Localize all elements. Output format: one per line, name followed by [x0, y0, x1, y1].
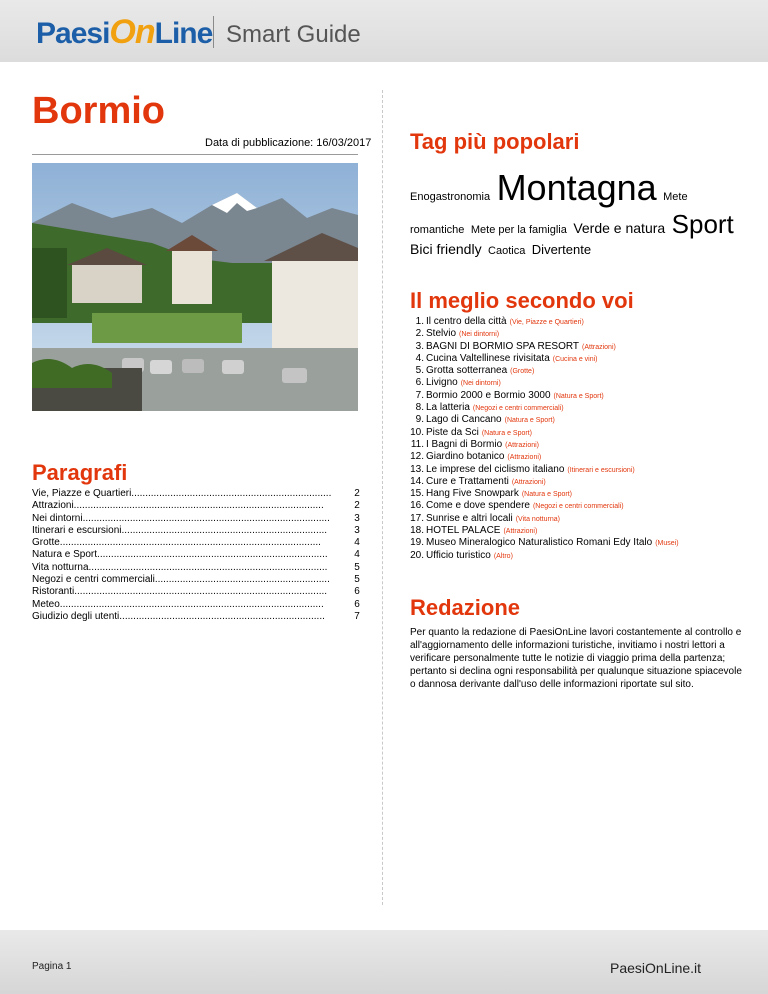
toc-item-page: 6: [354, 586, 360, 598]
best-item-name: Livigno: [426, 377, 458, 389]
best-item-name: Cure e Trattamenti: [426, 475, 509, 487]
best-item[interactable]: [409, 390, 679, 402]
toc-item-label: Vita notturna......................................................................................: [32, 561, 328, 573]
toc-item-page: 6: [354, 598, 360, 610]
best-item[interactable]: [409, 341, 679, 353]
best-item-category: (Itinerari e escursioni): [567, 466, 635, 474]
best-item-category: (Cucina e vini): [552, 355, 598, 363]
best-list: [409, 316, 679, 562]
best-item[interactable]: [409, 525, 679, 537]
best-item-category: (Natura e Sport): [553, 392, 604, 400]
best-item-category: (Vita notturna): [515, 515, 560, 523]
toc-item[interactable]: [32, 513, 372, 525]
toc-item-page: 2: [354, 488, 360, 499]
best-item-number: 3.: [415, 340, 424, 352]
toc-item[interactable]: [32, 611, 372, 623]
best-item[interactable]: [409, 513, 679, 525]
best-item[interactable]: [409, 476, 679, 488]
best-item-category: (Attrazioni): [505, 441, 539, 449]
best-item[interactable]: [409, 500, 679, 512]
tag-link[interactable]: Bici friendly: [410, 241, 482, 258]
toc-item-label: Grotte..............................................................................................: [32, 537, 321, 549]
best-item-name: Lago di Cancano: [426, 414, 502, 426]
best-item-category: (Grotte): [510, 368, 535, 376]
site-link[interactable]: PaesiOnLine.it: [610, 960, 702, 976]
best-item-number: 4.: [415, 352, 424, 364]
best-item[interactable]: [409, 427, 679, 439]
tag-link[interactable]: Verde e natura: [573, 220, 666, 237]
toc-item-page: 4: [354, 537, 360, 549]
toc-item-label: Ristoranti...........................................................................................: [32, 586, 328, 598]
best-item-category: (Attrazioni): [582, 343, 616, 351]
best-item-number: 16.: [410, 500, 424, 512]
best-item[interactable]: [409, 464, 679, 476]
best-item-category: (Attrazioni): [507, 454, 542, 462]
toc-item[interactable]: [32, 574, 372, 586]
column-divider: [382, 90, 383, 905]
best-item[interactable]: [409, 488, 679, 500]
toc-item-label: Vie, Piazze e Quartieri........................................................................: [32, 488, 332, 499]
best-item-number: 6.: [415, 377, 424, 389]
best-item-category: (Vie, Piazze e Quartieri): [509, 319, 584, 326]
tag-cloud: [410, 166, 745, 260]
best-title: Il meglio secondo voi: [410, 288, 634, 313]
best-item-name: Cucina Valtellinese rivisitata: [426, 352, 550, 364]
tag-link[interactable]: Sport: [671, 209, 734, 240]
tag-link[interactable]: Enogastronomia: [410, 191, 491, 203]
toc-item-page: 3: [354, 524, 360, 536]
toc-item[interactable]: [32, 586, 372, 598]
best-item-name: Giardino botanico: [426, 451, 505, 463]
best-item-category: (Natura e Sport): [504, 417, 555, 425]
redazione-title: Redazione: [410, 595, 521, 620]
paragrafi-title: Paragrafi: [32, 460, 128, 485]
best-item-name: Piste da Sci: [426, 426, 479, 438]
best-item[interactable]: [409, 451, 679, 463]
best-item-name: Le imprese del ciclismo italiano: [426, 463, 565, 475]
paesionline-logo[interactable]: [36, 13, 212, 52]
best-item-number: 5.: [415, 365, 424, 377]
tag-link[interactable]: Caotica: [488, 245, 526, 258]
logo-prefix: Paesi: [36, 17, 110, 50]
best-item-number: 11.: [410, 438, 424, 450]
best-item-name: BAGNI DI BORMIO SPA RESORT: [426, 340, 579, 352]
best-item-number: 19.: [410, 537, 424, 549]
toc-item-label: Natura e Sport...................................................................................: [32, 549, 328, 561]
best-item-number: 1.: [415, 316, 424, 327]
toc-item-label: Nei dintorni.........................................................................................: [32, 512, 330, 524]
tag-link[interactable]: Mete per la famiglia: [470, 224, 567, 237]
city-photo: [32, 163, 358, 411]
best-item-category: (Nei dintorni): [460, 380, 501, 388]
tag-link[interactable]: Mete romantiche: [410, 191, 688, 237]
best-item-category: (Altro): [493, 552, 513, 560]
best-item-name: Grotta sotterranea: [426, 365, 508, 377]
best-item-name: Il centro della città: [426, 316, 507, 327]
best-item-number: 10.: [410, 426, 424, 438]
best-item[interactable]: [409, 316, 679, 328]
page-title: Bormio: [32, 90, 165, 132]
best-item-name: La latteria: [426, 402, 470, 414]
toc-item-label: Negozi e centri commerciali...............................................................: [32, 574, 330, 586]
best-item-name: Hang Five Snowpark: [426, 488, 519, 500]
logo-on: On: [109, 13, 155, 51]
toc-item-page: 2: [354, 500, 360, 512]
toc-item-page: 4: [354, 549, 360, 561]
toc-item-page: 7: [354, 610, 360, 622]
toc-item-label: Giudizio degli utenti..........................................................................: [32, 610, 325, 622]
best-item-number: 9.: [415, 414, 424, 426]
best-item-category: (Attrazioni): [503, 528, 538, 536]
best-item-name: Come e dove spendere: [426, 500, 530, 512]
best-item[interactable]: [409, 537, 679, 549]
publication-date: Data di pubblicazione: 16/03/2017: [205, 137, 372, 149]
header-separator: [213, 16, 214, 48]
header-subtitle: Smart Guide: [226, 21, 361, 48]
toc-item-label: Itinerari e escursioni..........................................................................: [32, 524, 328, 536]
best-item[interactable]: [409, 365, 679, 377]
best-item[interactable]: [409, 439, 679, 451]
best-item-number: 8.: [415, 402, 424, 414]
toc-item[interactable]: [32, 500, 372, 512]
best-item-number: 17.: [410, 512, 424, 524]
toc-item[interactable]: [32, 537, 372, 549]
page-number: Pagina 1: [32, 961, 72, 972]
best-item[interactable]: [409, 550, 679, 562]
tags-title: Tag più popolari: [410, 129, 580, 154]
toc-item-page: 5: [354, 574, 360, 586]
tag-link[interactable]: Montagna: [496, 167, 657, 208]
best-item-number: 20.: [410, 549, 424, 561]
best-item-number: 15.: [410, 488, 424, 500]
toc-item-label: Attrazioni..........................................................................................: [32, 500, 324, 512]
best-item-name: HOTEL PALACE: [426, 525, 501, 537]
best-item-category: (Musei): [655, 540, 679, 548]
toc-item-label: Meteo...............................................................................................: [32, 598, 324, 610]
toc-item[interactable]: [32, 488, 372, 500]
best-item-category: (Attrazioni): [511, 478, 546, 486]
toc-item[interactable]: [32, 525, 372, 537]
logo-suffix: Line: [154, 17, 213, 50]
best-item-name: Sunrise e altri locali: [426, 512, 513, 524]
tag-link[interactable]: Divertente: [531, 242, 592, 258]
best-item-category: (Natura e Sport): [521, 491, 573, 499]
best-item-number: 7.: [415, 389, 424, 401]
best-item-name: Ufficio turistico: [426, 549, 491, 561]
best-item-category: (Negozi e centri commerciali): [532, 503, 624, 511]
redazione-text: Per quanto la redazione di PaesiOnLine lavori costantemente al controllo e all'aggiornamento delle informazioni turistiche, invitiamo i nostri lettori a verificare personalmente tutte le notizie di viaggio prima della partenza; pertanto si declina ogni responsabilità per qualunque situazione spiacevole o dannosa derivante dall'uso delle informazioni riportate sul sito.: [410, 627, 742, 690]
best-item-name: Stelvio: [426, 328, 457, 340]
paragrafi-toc: [32, 488, 372, 623]
toc-item[interactable]: [32, 562, 372, 574]
best-item[interactable]: [409, 328, 679, 340]
best-item-category: (Natura e Sport): [481, 429, 532, 437]
best-item-name: Museo Mineralogico Naturalistico Romani Edy Italo: [426, 537, 653, 549]
best-item-number: 14.: [410, 475, 424, 487]
best-item-number: 18.: [410, 525, 424, 537]
best-item-number: 12.: [410, 451, 424, 463]
toc-item[interactable]: [32, 599, 372, 611]
toc-item-page: 5: [354, 561, 360, 573]
best-item[interactable]: [409, 377, 679, 389]
best-item-category: (Nei dintorni): [459, 331, 500, 339]
best-item-number: 2.: [415, 328, 424, 340]
best-item[interactable]: [409, 353, 679, 365]
best-item[interactable]: [409, 414, 679, 426]
best-item-category: (Negozi e centri commerciali): [472, 405, 564, 413]
best-item-name: Bormio 2000 e Bormio 3000: [426, 389, 551, 401]
publication-divider: [32, 154, 358, 155]
best-item[interactable]: [409, 402, 679, 414]
toc-item[interactable]: [32, 549, 372, 561]
best-item-name: I Bagni di Bormio: [426, 438, 503, 450]
best-item-number: 13.: [410, 463, 424, 475]
toc-item-page: 3: [354, 512, 360, 524]
